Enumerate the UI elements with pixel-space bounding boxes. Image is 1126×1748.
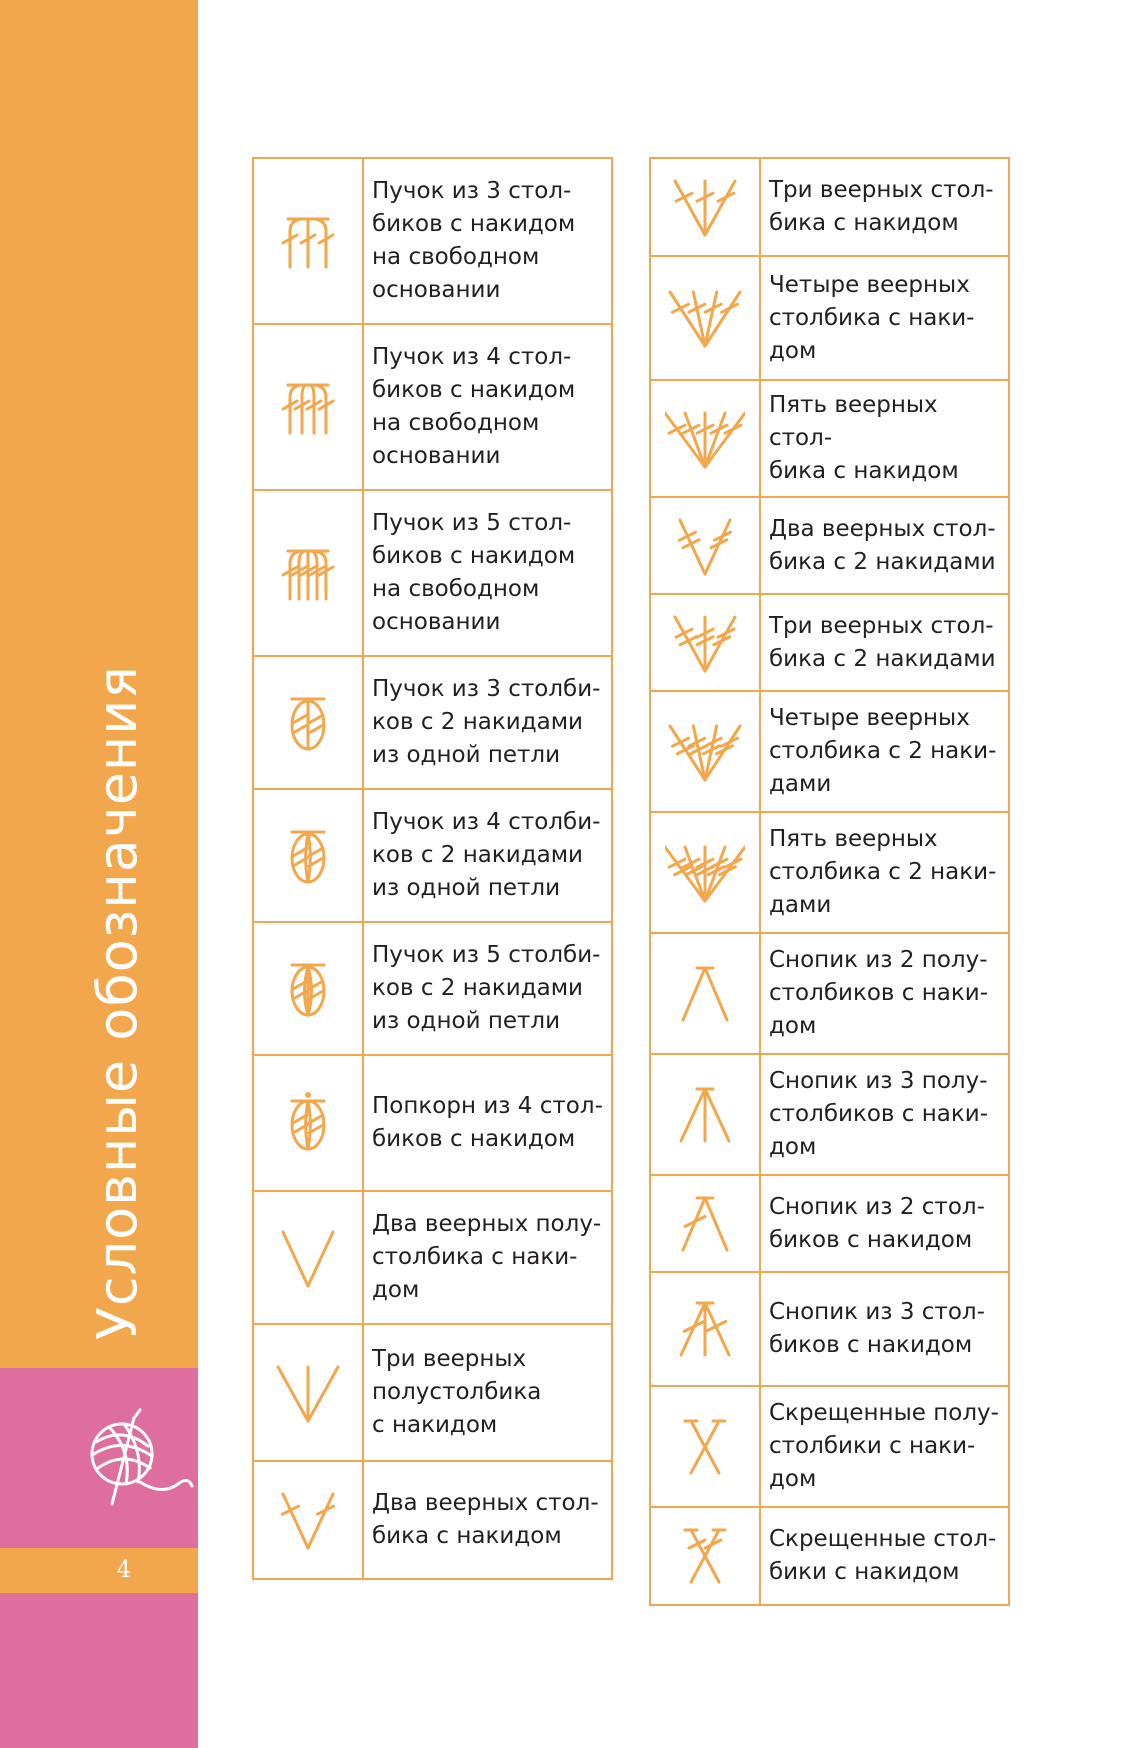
- legend-label: Четыре веерных столбика с 2 наки- дами: [760, 691, 1009, 812]
- fan-2-hdc-symbol-icon: [253, 1191, 363, 1324]
- legend-row: [650, 1175, 1009, 1272]
- legend-row: [650, 1507, 1009, 1605]
- legend-row: [253, 789, 612, 922]
- legend-label: Два веерных полу- столбика с наки- дом: [363, 1191, 612, 1324]
- sheaf-3-hdc-symbol-icon: [650, 1054, 760, 1175]
- yarn-ball-logo-icon: [72, 1396, 196, 1514]
- legend-label: Три веерных полустолбика с накидом: [363, 1324, 612, 1461]
- legend-row: [650, 256, 1009, 380]
- fan-2-tr-symbol-icon: [650, 497, 760, 594]
- fan-5-dc-symbol-icon: [650, 380, 760, 497]
- legend-label: Снопик из 2 полу- столбиков с наки- дом: [760, 933, 1009, 1054]
- legend-row: [253, 1191, 612, 1324]
- legend-label: Два веерных стол- бика с 2 накидами: [760, 497, 1009, 594]
- legend-label: Четыре веерных столбика с наки- дом: [760, 256, 1009, 380]
- legend-label: Снопик из 2 стол- биков с накидом: [760, 1175, 1009, 1272]
- crossed-hdc-symbol-icon: [650, 1386, 760, 1507]
- sheaf-2-hdc-symbol-icon: [650, 933, 760, 1054]
- legend-row: [650, 691, 1009, 812]
- legend-label: Пучок из 3 стол- биков с накидом на свободном основании: [363, 158, 612, 324]
- legend-row: [253, 1324, 612, 1461]
- fan-4-dc-symbol-icon: [650, 256, 760, 380]
- legend-label: Скрещенные стол- бики с накидом: [760, 1507, 1009, 1605]
- bobble-5-tr-symbol-icon: [253, 922, 363, 1055]
- cluster-5-dc-chain-space-symbol-icon: [253, 490, 363, 656]
- legend-row: [650, 812, 1009, 933]
- legend-label: Пучок из 4 столби- ков с 2 накидами из одной петли: [363, 789, 612, 922]
- legend-label: Три веерных стол- бика с накидом: [760, 158, 1009, 256]
- legend-label: Снопик из 3 полу- столбиков с наки- дом: [760, 1054, 1009, 1175]
- legend-row: [253, 656, 612, 789]
- legend-row: [650, 1054, 1009, 1175]
- legend-label: Попкорн из 4 стол- биков с накидом: [363, 1055, 612, 1191]
- legend-label: Пучок из 4 стол- биков с накидом на свободном основании: [363, 324, 612, 490]
- section-title: Условные обозначения: [86, 665, 149, 1340]
- cluster-3-dc-chain-space-symbol-icon: [253, 158, 363, 324]
- fan-5-tr-symbol-icon: [650, 812, 760, 933]
- page-number: 4: [116, 1557, 132, 1583]
- legend-label: Пучок из 3 столби- ков с 2 накидами из одной петли: [363, 656, 612, 789]
- bobble-4-tr-symbol-icon: [253, 789, 363, 922]
- fan-3-hdc-symbol-icon: [253, 1324, 363, 1461]
- fan-3-tr-symbol-icon: [650, 594, 760, 691]
- legend-label: Пучок из 5 столби- ков с 2 накидами из одной петли: [363, 922, 612, 1055]
- legend-label: Пучок из 5 стол- биков с накидом на свободном основании: [363, 490, 612, 656]
- legend-label: Снопик из 3 стол- биков с накидом: [760, 1272, 1009, 1386]
- legend-row: [650, 380, 1009, 497]
- legend-label: Пять веерных столбика с 2 наки- дами: [760, 812, 1009, 933]
- fan-3-dc-symbol-icon: [650, 158, 760, 256]
- bobble-3-tr-symbol-icon: [253, 656, 363, 789]
- cluster-4-dc-chain-space-symbol-icon: [253, 324, 363, 490]
- legend-row: [650, 1386, 1009, 1507]
- legend-row: [253, 922, 612, 1055]
- fan-4-tr-symbol-icon: [650, 691, 760, 812]
- legend-label: Три веерных стол- бика с 2 накидами: [760, 594, 1009, 691]
- legend-row: [253, 490, 612, 656]
- legend-row: [650, 158, 1009, 256]
- legend-row: [253, 324, 612, 490]
- sidebar-pink-band-bottom: [0, 1593, 198, 1748]
- legend-row: [253, 158, 612, 324]
- legend-row: [253, 1461, 612, 1579]
- legend-row: [650, 497, 1009, 594]
- sheaf-2-dc-symbol-icon: [650, 1175, 760, 1272]
- legend-row: [650, 1272, 1009, 1386]
- popcorn-4-dc-symbol-icon: [253, 1055, 363, 1191]
- symbols-table-right: [649, 157, 1010, 1606]
- symbols-table-left: [252, 157, 613, 1580]
- sheaf-3-dc-symbol-icon: [650, 1272, 760, 1386]
- legend-row: [650, 933, 1009, 1054]
- legend-row: [253, 1055, 612, 1191]
- fan-2-dc-symbol-icon: [253, 1461, 363, 1579]
- legend-label: Два веерных стол- бика с накидом: [363, 1461, 612, 1579]
- legend-label: Скрещенные полу- столбики с наки- дом: [760, 1386, 1009, 1507]
- legend-label: Пять веерных стол- бика с накидом: [760, 380, 1009, 497]
- crossed-dc-symbol-icon: [650, 1507, 760, 1605]
- legend-row: [650, 594, 1009, 691]
